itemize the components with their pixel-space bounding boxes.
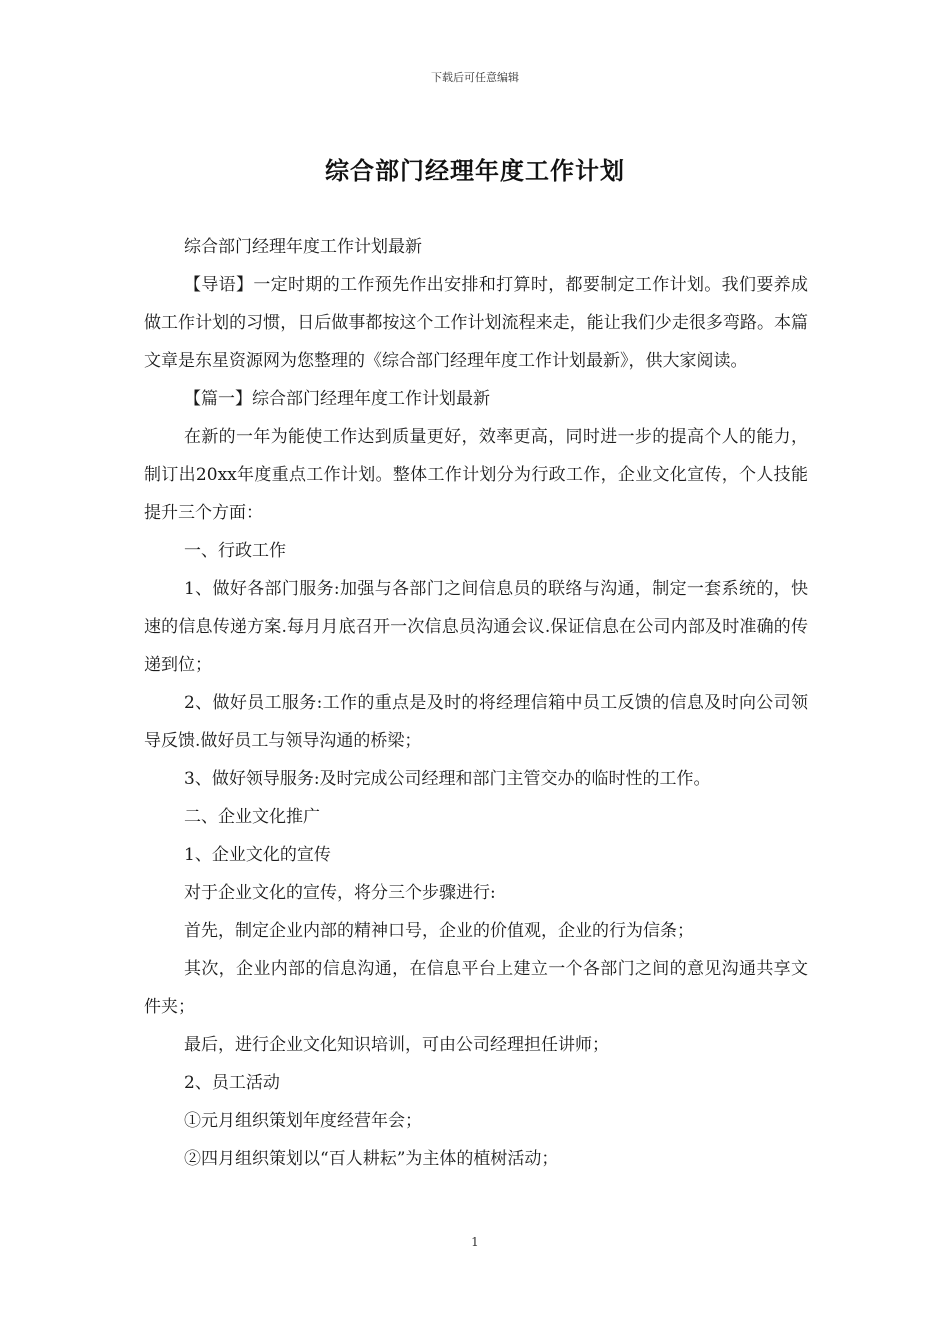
subsection-heading: 2、员工活动: [184, 1073, 280, 1093]
subtitle-paragraph: 综合部门经理年度工作计划最新: [184, 237, 422, 257]
list-item: ①元月组织策划年度经营年会；: [184, 1111, 422, 1131]
body-paragraph: 在新的一年为能使工作达到质量更好，效率更高，同时进一步的提高个人的能力，制订出20xx年度重点工作计划。整体工作计划分为行政工作，企业文化宣传，个人技能提升三个方面：: [144, 427, 808, 523]
section-heading: 二、企业文化推广: [184, 807, 320, 827]
body-paragraph: 首先，制定企业内部的精神口号，企业的价值观，企业的行为信条；: [184, 921, 694, 941]
section-heading: 【篇一】综合部门经理年度工作计划最新: [184, 389, 490, 409]
body-paragraph: 1、做好各部门服务:加强与各部门之间信息员的联络与沟通，制定一套系统的，快速的信息传递方案.每月月底召开一次信息员沟通会议.保证信息在公司内部及时准确的传递到位；: [144, 579, 808, 675]
body-paragraph: 对于企业文化的宣传，将分三个步骤进行:: [184, 883, 496, 903]
document-title: 综合部门经理年度工作计划: [325, 156, 625, 185]
body-paragraph: 3、做好领导服务:及时完成公司经理和部门主管交办的临时性的工作。: [184, 769, 711, 789]
page-number: 1: [471, 1235, 479, 1249]
body-paragraph: 最后，进行企业文化知识培训，可由公司经理担任讲师；: [184, 1035, 609, 1055]
document-body: [144, 228, 808, 1178]
body-paragraph: 2、做好员工服务:工作的重点是及时的将经理信箱中员工反馈的信息及时向公司领导反馈.做好员工与领导沟通的桥梁；: [144, 693, 808, 751]
subsection-heading: 1、企业文化的宣传: [184, 845, 331, 865]
header-note: 下载后可任意编辑: [431, 71, 519, 84]
body-paragraph: 其次，企业内部的信息沟通，在信息平台上建立一个各部门之间的意见沟通共享文件夹；: [144, 959, 808, 1017]
intro-paragraph: 【导语】一定时期的工作预先作出安排和打算时，都要制定工作计划。我们要养成做工作计划的习惯，日后做事都按这个工作计划流程来走，能让我们少走很多弯路。本篇文章是东星资源网为您整理的《综合部门经理年度工作计划最新》，供大家阅读。: [144, 275, 808, 371]
section-heading: 一、行政工作: [184, 541, 286, 561]
list-item: ②四月组织策划以“百人耕耘”为主体的植树活动；: [184, 1149, 559, 1169]
